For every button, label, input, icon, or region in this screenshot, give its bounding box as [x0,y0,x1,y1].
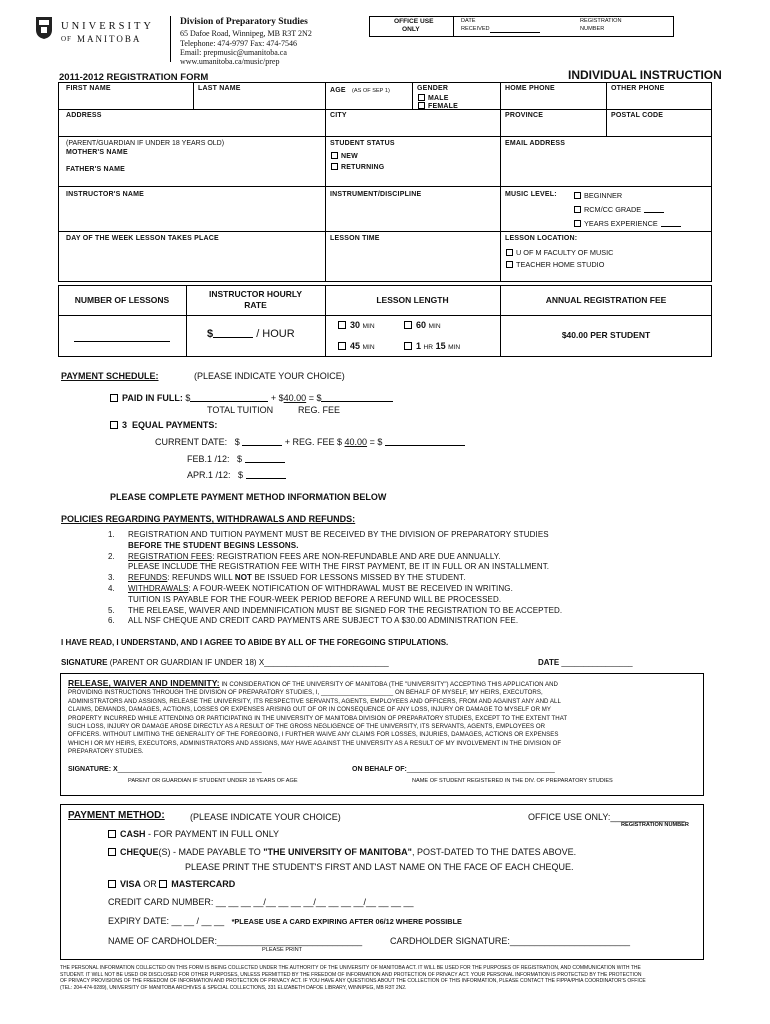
policy-signature-note: (PARENT OR GUARDIAN IF UNDER 18) X [109,658,265,667]
age-note: (AS OF SEP 1) [352,88,390,94]
privacy-footer [60,965,720,991]
division-email: Email: prepmusic@umanitoba.ca [180,48,287,57]
cheque-checkbox[interactable] [108,848,116,856]
card-option[interactable] [108,879,235,889]
row-line-4 [58,231,712,232]
mothers-name-label: MOTHER'S NAME [66,149,128,156]
waiver-line-8: WHICH I OR MY HEIRS, EXECUTORS, ADMINISTRATORS AND ASSIGNS, MAY HAVE AGAINST THE UNIVERSITY AS A RESULT OF MY INVOLVEMENT IN THE DIVISION OF [68,739,562,747]
waiver-signature-label: SIGNATURE: X [68,766,118,773]
length-45-unit: MIN [362,344,375,351]
waiver-text [68,679,567,757]
current-date-row[interactable] [155,437,465,447]
registration-label: REGISTRATION [580,18,622,24]
waiver-line-6: SUCH LOSS, INJURY OR DAMAGE AROSE DIRECTLY AS A RESULT OF THE GROSS NEGLIGENCE OF THE UNIVERSITY, ITS SERVANTS, AGENTS, EMPLOYEES OR [68,723,546,731]
instrument-label: INSTRUMENT/DISCIPLINE [330,191,422,198]
col-line-right [500,82,501,282]
waiver-on-behalf-line: ______________________________________ [406,766,555,773]
address-label: ADDRESS [66,112,102,119]
division-name: Division of Preparatory Studies [180,17,308,27]
expiry-note: *PLEASE USE A CARD EXPIRING AFTER 06/12 WHERE POSSIBLE [231,917,462,926]
cardholder-signature-field[interactable]: CARDHOLDER SIGNATURE:________________________ [390,936,630,946]
feb-dollar: $ [237,454,243,464]
cheque-desc-c: , POST-DATED TO THE DATES ABOVE. [411,847,577,857]
teacher-label: TEACHER HOME STUDIO [516,260,605,269]
logo-of: OF [61,35,72,43]
length-60-value: 60 [416,320,427,330]
lesson-time-label: LESSON TIME [330,235,380,242]
location-uofm-option[interactable] [506,248,613,257]
office-use-only-row[interactable] [528,812,685,822]
length-60-option[interactable] [404,320,441,330]
expiry-label: EXPIRY DATE: __ __ / __ __ [108,916,225,926]
number-of-lessons-input[interactable] [74,341,170,342]
policy-2: 2. REGISTRATION FEES: REGISTRATION FEES ARE NON-REFUNDABLE AND ARE DUE ANNUALLY. [108,551,501,561]
university-crest-icon [35,16,53,40]
expiry-row[interactable] [108,916,462,926]
length-1hr-value: 1 [416,341,422,351]
female-checkbox[interactable] [418,102,425,109]
waiver-signature-line: _____________________________________ [117,766,262,773]
length-75-checkbox[interactable] [404,342,412,350]
student-status-label: STUDENT STATUS [330,140,395,147]
lesson-length-label: LESSON LENGTH [376,295,449,305]
instructor-name-label: INSTRUCTOR'S NAME [66,191,145,198]
lesson-row-line [58,315,712,316]
gender-label: GENDER [417,85,449,92]
name-caption: NAME OF STUDENT REGISTERED IN THE DIV. OF PREPARATORY STUDIES [412,778,613,784]
complete-payment-note: PLEASE COMPLETE PAYMENT METHOD INFORMATION BELOW [110,492,387,502]
feb-label: FEB.1 /12: [187,454,230,464]
rcm-grade-option[interactable] [574,205,664,214]
visa-checkbox[interactable] [108,880,116,888]
policy-date-label: DATE [538,658,560,667]
male-label: MALE [428,95,449,102]
gender-female-option[interactable] [418,102,458,110]
new-checkbox[interactable] [331,152,338,159]
waiver-line-7: OFFICERS. WITHOUT LIMITING THE GENERALITY OF THE FOREGOING, I FURTHER WAIVE ANY CLAIMS FOR LOSSES, INJURIES, DAMAGES, ACTIONS OR EXPENSES [68,731,559,739]
cash-desc: - FOR PAYMENT IN FULL ONLY [148,829,280,839]
years-label: YEARS EXPERIENCE [584,219,658,228]
parent-caption: PARENT OR GUARDIAN IF STUDENT UNDER 18 YEARS OF AGE [128,778,298,784]
returning-label: RETURNING [341,164,385,171]
three-num: 3 [122,420,128,430]
three-payments-row[interactable] [110,420,217,430]
footer-line-1: THE PERSONAL INFORMATION COLLECTED ON THIS FORM IS BEING COLLECTED UNDER THE AUTHORITY OF THE UNIVERSITY OF MANITOBA ACT. IT WILL BE USED FOR THE PURPOSES OF REGISTRATION, AND COMMUNICATION WITH THE [60,965,641,971]
apr-dollar: $ [238,470,244,480]
division-telephone: Telephone: 474-9797 Fax: 474-7546 [180,39,297,48]
payment-schedule-indicate: (PLEASE INDICATE YOUR CHOICE) [194,371,345,381]
policy-3: 3. REFUNDS: REFUNDS WILL NOT BE ISSUED FOR LESSONS MISSED BY THE STUDENT. [108,573,466,583]
length-60-unit: MIN [428,323,441,330]
length-30-value: 30 [350,320,361,330]
division-website: www.umanitoba.ca/music/prep [180,57,280,66]
cheque-print-note: PLEASE PRINT THE STUDENT'S FIRST AND LAST NAME ON THE FACE OF EACH CHEQUE. [185,862,574,872]
footer-line-2: STUDENT. IT WILL NOT BE USED OR DISCLOSED FOR OTHER PURPOSES, UNLESS PERMITTED BY THE FREEDOM OF INFORMATION AND PROTECTION OF PRIVACY ACT. YOUR PERSONAL INFORMATION IS PROTECTED BY THE PROTECTION [60,971,642,978]
length-hr-unit: HR [423,344,434,351]
apr-row[interactable] [187,470,286,480]
lesson-location-label: LESSON LOCATION: [505,235,578,242]
paid-fee-amount: 40.00 [283,393,307,403]
beginner-label: BEGINNER [584,191,623,200]
paid-in-full-label: PAID IN FULL: [122,393,183,403]
rcm-checkbox[interactable] [574,206,581,213]
office-use-only-line: _______________ [610,812,686,822]
policy-signature-label: SIGNATURE [61,658,108,667]
received-label: RECEIVED [461,26,490,32]
number-label: NUMBER [580,26,605,32]
form-title: 2011-2012 REGISTRATION FORM [59,72,209,83]
date-label: DATE [461,18,476,24]
policies-title: POLICIES REGARDING PAYMENTS, WITHDRAWALS AND REFUNDS: [61,514,356,524]
length-30-checkbox[interactable] [338,321,346,329]
email-address-label: EMAIL ADDRESS [505,140,566,147]
home-phone-label: HOME PHONE [505,85,555,92]
waiver-line-5: PROPERTY INCURRED WHILE ATTENDING OR PARTICIPATING IN THE UNIVERSITY OF MANITOBA DIVISION OF PREPARATORY STUDIES, EXCEPT TO THE EXTENT THAT [68,714,568,722]
col-line-phone [606,82,607,136]
age-label: AGE [330,87,346,94]
gender-male-option[interactable] [418,94,449,102]
other-phone-label: OTHER PHONE [611,85,665,92]
waiver-title: RELEASE, WAIVER AND INDEMNITY: [68,678,220,688]
returning-checkbox[interactable] [331,163,338,170]
cheque-payee: "THE UNIVERSITY OF MANITOBA" [263,847,412,857]
reg-fee-caption: REG. FEE [298,405,341,415]
or-label: OR [143,879,157,889]
cash-checkbox[interactable] [108,830,116,838]
payment-method-title: PAYMENT METHOD: [68,810,165,821]
paid-dollar: $ [185,393,191,403]
col-line-lastname [193,82,194,109]
form-subtitle: INDIVIDUAL INSTRUCTION [568,68,722,82]
cheque-label: CHEQUE [120,847,159,857]
office-only-label: ONLY [402,26,420,33]
province-label: PROVINCE [505,112,544,119]
apr-label: APR.1 /12: [187,470,231,480]
length-45-checkbox[interactable] [338,342,346,350]
cheque-desc-a: (S) - MADE PAYABLE TO [158,847,261,857]
row-line-3 [58,186,712,187]
length-75-option[interactable] [404,341,460,351]
row-line-2 [58,136,712,137]
policy-2b: PLEASE INCLUDE THE REGISTRATION FEE WITH THE FIRST PAYMENT, BE IT IN FULL OR AN INSTALLMENT. [128,562,550,572]
length-30-unit: MIN [362,323,375,330]
agree-statement: I HAVE READ, I UNDERSTAND, AND I AGREE TO ABIDE BY ALL OF THE FOREGOING STIPULATIONS. [61,638,449,647]
dollar-sign: $ [207,328,214,340]
uofm-label: U OF M FACULTY OF MUSIC [516,248,614,257]
current-total-dollar: $ [377,437,383,447]
fathers-name-label: FATHER'S NAME [66,166,125,173]
col-line-mid [325,82,326,282]
waiver-line-2: PROVIDING INSTRUCTIONS THROUGH THE DIVISION OF PREPARATORY STUDIES, I, _____________________ ON BEHALF OF MYSELF, MY HEIRS, EXECUTORS, [68,689,543,697]
length-15-value: 15 [435,341,446,351]
col-line-gender [412,82,413,109]
policy-signature-row[interactable] [61,658,389,667]
music-level-label: MUSIC LEVEL: [505,191,557,198]
beginner-option[interactable] [574,191,622,200]
current-plus-reg: + REG. FEE $ [284,437,343,447]
per-hour-label: / HOUR [256,328,295,340]
cardholder-name-field[interactable]: NAME OF CARDHOLDER:_____________________________ [108,936,363,946]
beginner-checkbox[interactable] [574,192,581,199]
current-fee-amount: 40.00 [344,437,368,447]
policy-4b: TUITION IS PAYABLE FOR THE FOUR-WEEK PERIOD BEFORE A REFUND WILL BE PROCESSED. [128,594,502,604]
waiver-on-behalf-label: ON BEHALF OF: [352,766,407,773]
first-name-label: FIRST NAME [66,85,111,92]
waiver-line-4: CLAIMS, DEMANDS, DAMAGES, ACTIONS, LOSSES OR EXPENSES ARISING OUT OF OR IN CONSEQUENCE OF ANY LOSS, INJURY OR DAMAGE TO MYSELF OR MY [68,706,552,714]
length-45-option[interactable] [338,341,375,351]
annual-fee-label: ANNUAL REGISTRATION FEE [545,295,667,305]
hourly-rate-label-1: INSTRUCTOR HOURLY [208,289,303,299]
years-checkbox[interactable] [574,220,581,227]
please-print-caption: PLEASE PRINT [262,947,303,953]
header-divider [170,16,171,62]
day-of-week-label: DAY OF THE WEEK LESSON TAKES PLACE [66,235,219,242]
policy-1b: BEFORE THE STUDENT BEGINS LESSONS. [128,540,299,550]
three-equal-label: EQUAL PAYMENTS: [132,420,218,430]
feb-row[interactable] [187,454,285,464]
current-dollar: $ [234,437,240,447]
rcm-label: RCM/CC GRADE [584,205,642,214]
policy-6: 6. ALL NSF CHEQUE AND CREDIT CARD PAYMENTS ARE SUBJECT TO A $30.00 ADMINISTRATION FEE. [108,616,519,626]
division-address: 65 Dafoe Road, Winnipeg, MB R3T 2N2 [180,29,312,38]
new-label: NEW [341,153,358,160]
location-teacher-option[interactable] [506,260,604,269]
paid-in-full-checkbox[interactable] [110,394,118,402]
teacher-checkbox[interactable] [506,261,513,268]
postal-code-label: POSTAL CODE [611,112,664,119]
logo-manitoba: MANITOBA [77,34,142,44]
office-use-only-label: OFFICE USE ONLY: [528,812,611,822]
number-of-lessons-label: NUMBER OF LESSONS [74,295,170,305]
age-field[interactable] [330,85,390,94]
mastercard-label: MASTERCARD [171,879,236,889]
parent-note: (PARENT/GUARDIAN IF UNDER 18 YEARS OLD) [66,140,225,147]
waiver-line-9: PREPARATORY STUDIES. [68,748,144,756]
length-15-unit: MIN [448,344,461,351]
footer-line-4: (TEL: 204-474-9289), UNIVERSITY OF MANITOBA ARCHIVES & SPECIAL COLLECTIONS, 331 ELIZABETH DAFOE LIBRARY, WINNIPEG, MB R3T 2N2. [60,984,407,991]
current-date-label: CURRENT DATE: [155,437,228,447]
waiver-on-behalf-row[interactable] [352,766,555,773]
policies-list [108,530,562,627]
policy-date-line: ________________ [561,658,633,667]
footer-line-3: OF PRIVACY PROVISIONS OF THE FREEDOM OF INFORMATION AND PROTECTION OF PRIVACY ACT. IF YOU HAVE ANY QUESTIONS ABOUT THE COLLECTION OF THIS INFORMATION, PLEASE CONTACT THE FIPPA/PHIA COORDINATOR'S OFFICE [60,978,646,985]
length-45-value: 45 [350,341,361,351]
mastercard-checkbox[interactable] [159,880,167,888]
policy-1: 1. REGISTRATION AND TUITION PAYMENT MUST BE RECEIVED BY THE DIVISION OF PREPARATORY STUDIES [108,530,549,539]
policy-5: 5. THE RELEASE, WAIVER AND INDEMNIFICATION MUST BE SIGNED FOR THE REGISTRATION TO BE ACCEPTED. [108,605,563,615]
credit-card-number-field[interactable]: CREDIT CARD NUMBER: __ __ __ __/__ __ __ __/__ __ __ __/__ __ __ __ [108,897,414,907]
office-use-divider [453,16,454,37]
waiver-line-1: IN CONSIDERATION OF THE UNIVERSITY OF MANITOBA (THE "UNIVERSITY") ACCEPTING THIS APPLICATION AND [221,681,558,688]
years-experience-option[interactable] [574,219,681,228]
policy-4: 4. WITHDRAWALS: A FOUR-WEEK NOTIFICATION OF WITHDRAWAL MUST BE RECEIVED IN WRITING. [108,583,513,593]
paid-in-full-row[interactable] [110,393,393,403]
current-eq: = [369,437,375,447]
last-name-label: LAST NAME [198,85,241,92]
female-label: FEMALE [428,103,458,110]
payment-method-indicate: (PLEASE INDICATE YOUR CHOICE) [190,812,341,822]
city-label: CITY [330,112,347,119]
policy-date-row[interactable] [538,658,633,667]
uofm-checkbox[interactable] [506,249,513,256]
cash-option[interactable] [108,829,279,839]
paid-equals: = $ [308,393,322,403]
hourly-rate-label-2: RATE [244,300,267,310]
waiver-signature-row[interactable] [68,766,262,773]
visa-label: VISA [120,879,141,889]
length-60-checkbox[interactable] [404,321,412,329]
policy-signature-line: ____________________________ [264,658,389,667]
paid-plus: + $ [270,393,284,403]
annual-fee-value: $40.00 PER STUDENT [561,330,651,340]
received-line [490,32,540,33]
registration-number-caption: REGISTRATION NUMBER [621,822,689,828]
status-returning-option[interactable] [331,163,384,171]
payment-schedule-title: PAYMENT SCHEDULE: [61,371,159,381]
hourly-rate-input[interactable] [207,328,295,340]
cash-label: CASH [120,829,146,839]
waiver-line-3: ADMINISTRATORS AND ASSIGNS, RELEASE THE UNIVERSITY, ITS RESPECTIVE SERVANTS, AGENTS, EMPLOYEES AND OFFICERS, FROM AND AGAINST ANY AND ALL [68,697,561,705]
cheque-option[interactable] [108,847,576,857]
office-use-label: OFFICE USE [394,18,434,25]
male-checkbox[interactable] [418,94,425,101]
three-payments-checkbox[interactable] [110,421,118,429]
status-new-option[interactable] [331,152,358,160]
row-line-1 [58,109,712,110]
total-tuition-caption: TOTAL TUITION [207,405,274,415]
length-30-option[interactable] [338,320,375,330]
logo-university: UNIVERSITY [61,21,154,32]
